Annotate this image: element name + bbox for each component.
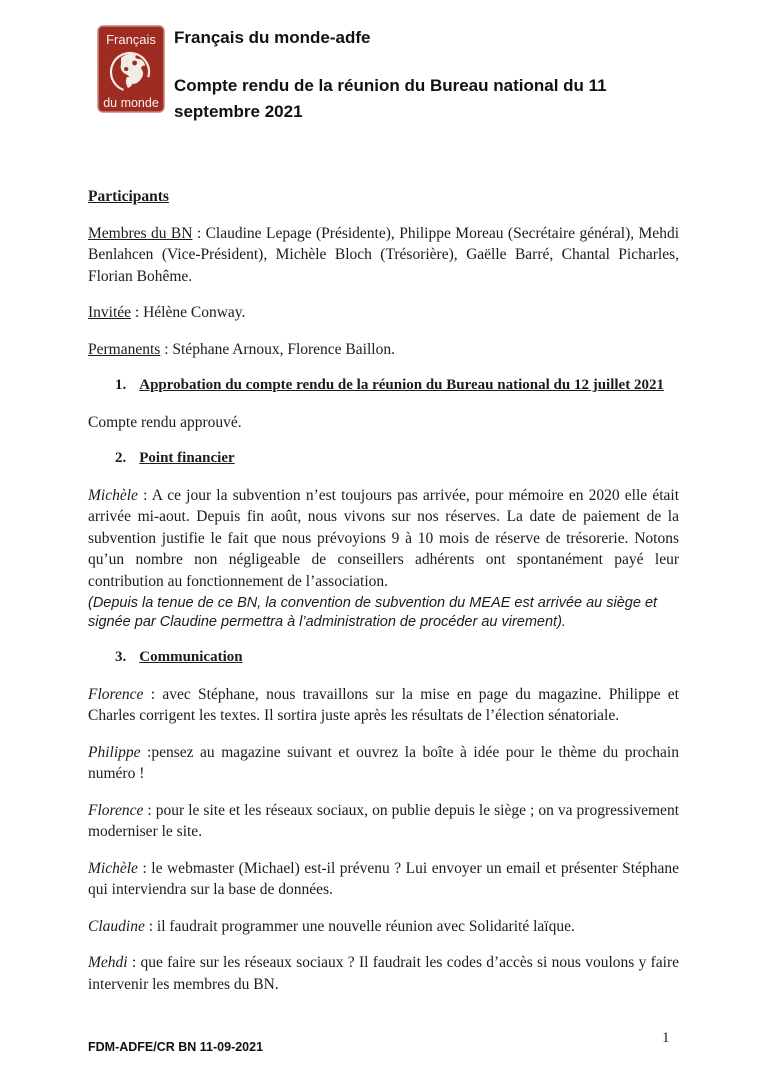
- participant-role-label: Permanents: [88, 340, 161, 358]
- document-header: [97, 25, 679, 125]
- participants-line: Membres du BN : Claudine Lepage (Présidente), Philippe Moreau (Secrétaire général), Mehdi Benlahcen (Vice-Président), Michèle Bloch (Trésorière), Gaëlle Barré, Chantal Picharles, Florian Bohême.: [88, 224, 679, 285]
- participants-line: Invitée : Hélène Conway.: [88, 304, 246, 321]
- logo-text-bottom: du monde: [103, 96, 159, 110]
- sections-container: [88, 375, 679, 995]
- plain-paragraph: Compte rendu approuvé.: [88, 413, 242, 431]
- section-title: Communication: [139, 649, 243, 665]
- footer-document-reference: FDM-ADFE/CR BN 11-09-2021: [88, 1040, 264, 1054]
- speaker-paragraph: Florence : avec Stéphane, nous travaillons sur la mise en page du magazine. Philippe et Charles corrigent les textes. Il sortira juste après les résultats de l’élection sénatoriale.: [88, 685, 679, 724]
- speaker-paragraph: Philippe :pensez au magazine suivant et ouvrez la boîte à idée pour le thème du prochain numéro !: [88, 743, 679, 782]
- logo-text-top: Français: [106, 32, 156, 47]
- speaker-paragraph: Michèle : le webmaster (Michael) est-il prévenu ? Lui envoyer un email et présenter Stéphane qui interviendra sur la base de données.: [88, 859, 679, 898]
- speaker-paragraph: Mehdi : que faire sur les réseaux sociaux ? Il faudrait les codes d’accès si nous voulons y faire intervenir les membres du BN.: [88, 954, 679, 993]
- speaker-paragraph: Florence : pour le site et les réseaux sociaux, on publie depuis le siège ; on va progressivement moderniser le site.: [88, 801, 679, 840]
- participants-heading: Participants: [88, 188, 169, 205]
- speaker-name: Philippe: [88, 743, 141, 761]
- speaker-name: Michèle: [88, 859, 138, 877]
- section-heading: [88, 448, 679, 470]
- speaker-paragraph: Claudine : il faudrait programmer une nouvelle réunion avec Solidarité laïque.: [88, 917, 575, 935]
- speaker-name: Mehdi: [88, 954, 128, 971]
- section-heading: [88, 375, 679, 397]
- participant-role-label: Membres du BN: [88, 224, 193, 242]
- section-number: 3.: [115, 649, 127, 665]
- section-number: 1.: [115, 377, 127, 393]
- speaker-name: Florence: [88, 801, 144, 819]
- document-body: [88, 186, 679, 1010]
- organization-title: Français du monde-adfe: [174, 28, 371, 47]
- section-heading: [88, 647, 679, 669]
- section-title: Point financier: [139, 450, 235, 466]
- participant-role-label: Invitée: [88, 304, 132, 321]
- speaker-name: Claudine: [88, 917, 145, 935]
- header-titles: [174, 25, 679, 125]
- footer-page-number: 1: [662, 1030, 670, 1046]
- document-title: Compte rendu de la réunion du Bureau national du 11 septembre 2021: [174, 76, 607, 121]
- note-paragraph: (Depuis la tenue de ce BN, la convention de subvention du MEAE est arrivée au siège et signée par Claudine permettra à l’administration de procéder au virement).: [88, 595, 658, 630]
- section-number: 2.: [115, 450, 127, 466]
- participants-lines: [88, 223, 679, 361]
- speaker-name: Michèle: [88, 486, 138, 504]
- speaker-paragraph: Michèle : A ce jour la subvention n’est toujours pas arrivée, pour mémoire en 2020 elle était arrivée mi-aout. Depuis fin août, nous vivons sur nos réserves. La date de paiement de la subvention justifie le fait que nous prévoyions 9 à 10 mois de réserve de trésorerie. Notons qu’un nombre non négligeable de conseillers adhérents ont spontanément payé leur contribution au fonctionnement de l’association.: [88, 486, 679, 590]
- section-title: Approbation du compte rendu de la réunion du Bureau national du 12 juillet 2021: [139, 377, 664, 393]
- participants-line: Permanents : Stéphane Arnoux, Florence Baillon.: [88, 340, 395, 358]
- francais-du-monde-logo: [97, 25, 165, 113]
- speaker-name: Florence: [88, 685, 144, 703]
